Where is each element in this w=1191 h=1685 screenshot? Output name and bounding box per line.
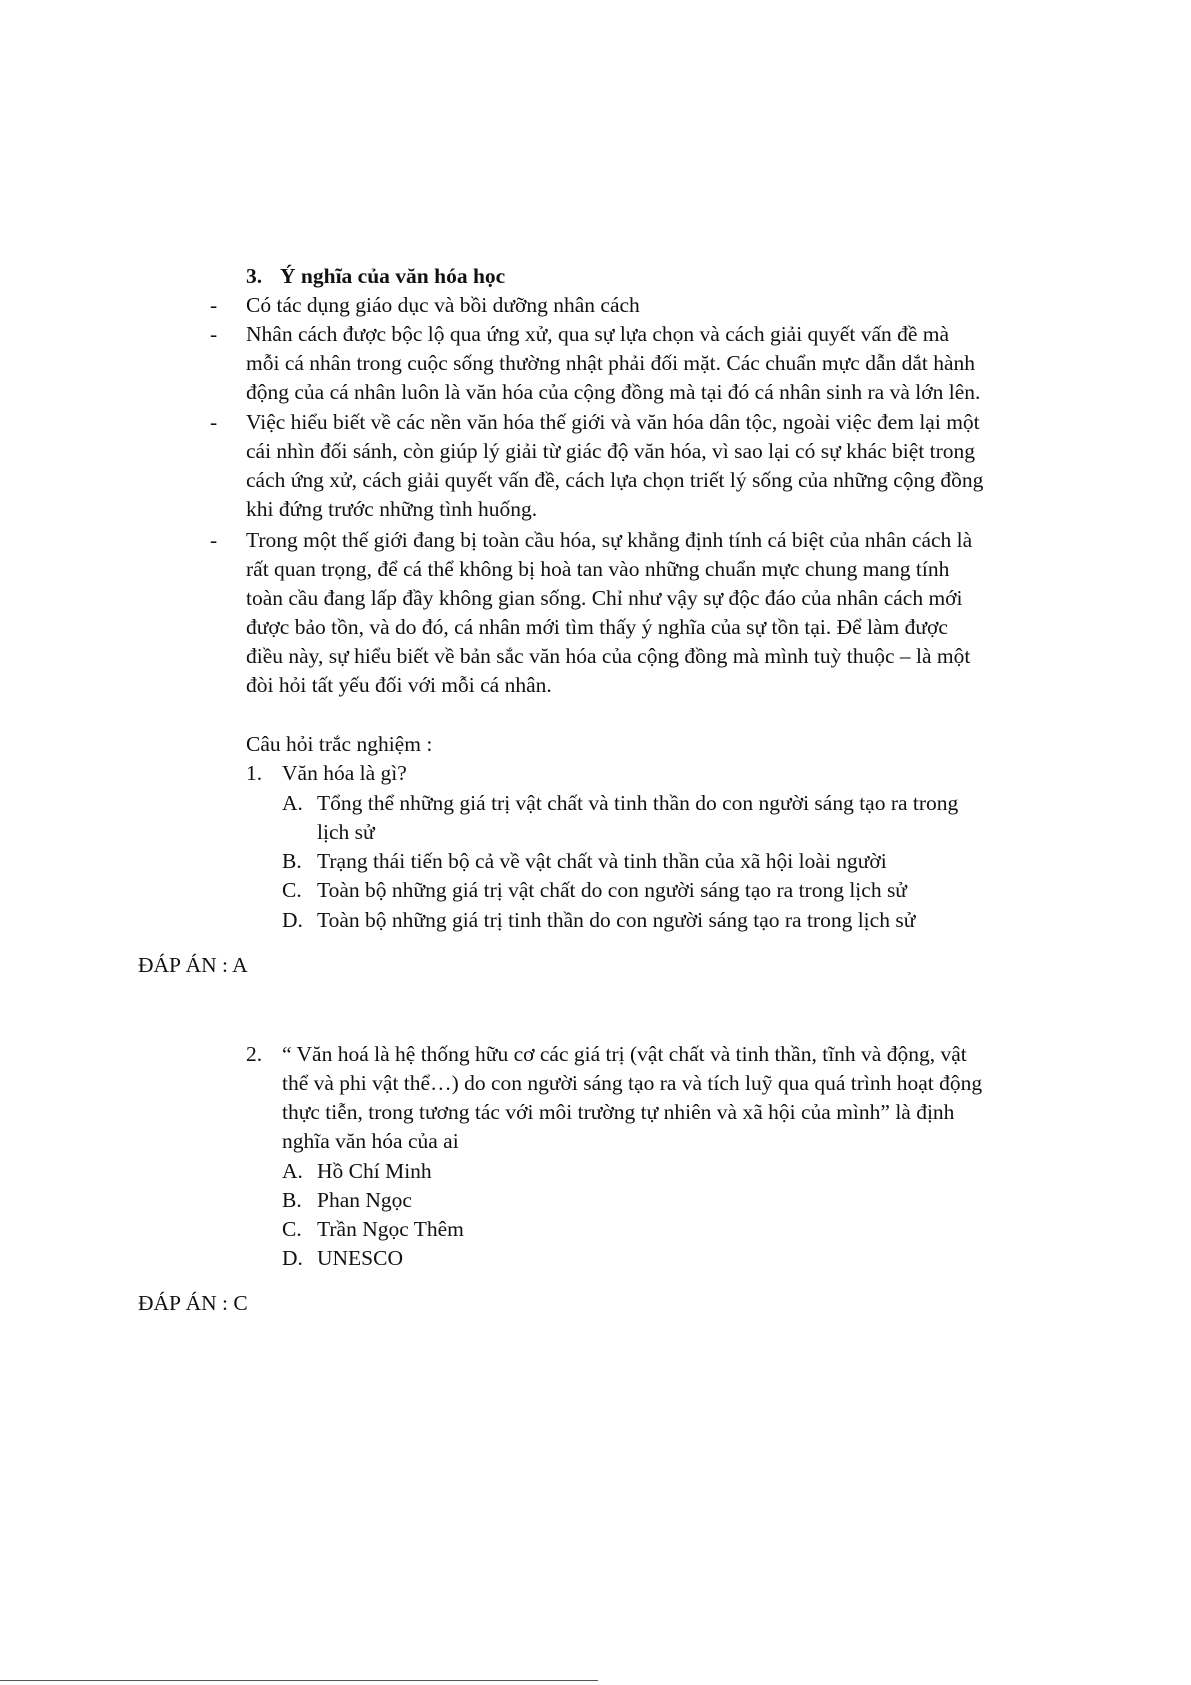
option-letter: D. — [282, 908, 303, 932]
answer-label: ĐÁP ÁN : C — [138, 1291, 248, 1315]
option-text: Toàn bộ những giá trị tinh thần do con người sáng tạo ra trong lịch sử — [317, 908, 916, 932]
option-letter: C. — [282, 878, 302, 902]
section-title: Ý nghĩa của văn hóa học — [280, 264, 506, 288]
bullet-dash: - — [210, 293, 218, 317]
option-text: Hồ Chí Minh — [317, 1159, 432, 1183]
bullet-dash: - — [210, 528, 218, 552]
answer-label: ĐÁP ÁN : A — [138, 953, 248, 977]
bullet-line: rất quan trọng, để cá thể không bị hoà tan vào những chuẩn mực chung mang tính — [246, 557, 950, 581]
footer-rule — [0, 1680, 598, 1681]
bullet-dash: - — [210, 410, 218, 434]
option-text: lịch sử — [317, 820, 375, 844]
bullet-line: được bảo tồn, và do đó, cá nhân mới tìm thấy ý nghĩa của sự tồn tại. Để làm được — [246, 615, 948, 639]
question-text: thực tiễn, trong tương tác với môi trường tự nhiên và xã hội của mình” là định — [282, 1100, 955, 1124]
option-letter: D. — [282, 1246, 303, 1270]
bullet-line: mỗi cá nhân trong cuộc sống thường nhật phải đối mặt. Các chuẩn mực dẫn dắt hành — [246, 351, 976, 375]
bullet-line: khi đứng trước những tình huống. — [246, 497, 538, 521]
option-letter: B. — [282, 849, 302, 873]
option-letter: A. — [282, 1159, 303, 1183]
option-letter: A. — [282, 791, 303, 815]
quiz-heading: Câu hỏi trắc nghiệm : — [246, 732, 433, 756]
question-text: thể và phi vật thể…) do con người sáng tạo ra và tích luỹ qua quá trình hoạt động — [282, 1071, 983, 1095]
bullet-line: cách ứng xử, cách giải quyết vấn đề, cách lựa chọn triết lý sống của những cộng đồng — [246, 468, 984, 492]
option-letter: C. — [282, 1217, 302, 1241]
bullet-dash: - — [210, 322, 218, 346]
bullet-line: động của cá nhân luôn là văn hóa của cộng đồng mà tại đó cá nhân sinh ra và lớn lên. — [246, 380, 981, 404]
question-text: Văn hóa là gì? — [282, 761, 407, 785]
bullet-line: cái nhìn đối sánh, còn giúp lý giải từ giác độ văn hóa, vì sao lại có sự khác biệt trong — [246, 439, 976, 463]
option-text: UNESCO — [317, 1246, 404, 1270]
option-text: Tổng thể những giá trị vật chất và tinh thần do con người sáng tạo ra trong — [317, 791, 959, 815]
section-number: 3. — [246, 264, 263, 288]
bullet-line: Nhân cách được bộc lộ qua ứng xử, qua sự lựa chọn và cách giải quyết vấn đề mà — [246, 322, 950, 346]
bullet-line: Có tác dụng giáo dục và bồi dưỡng nhân cách — [246, 293, 640, 317]
option-text: Trần Ngọc Thêm — [317, 1217, 464, 1241]
bullet-line: Việc hiểu biết về các nền văn hóa thế giới và văn hóa dân tộc, ngoài việc đem lại một — [246, 410, 980, 434]
question-text: nghĩa văn hóa của ai — [282, 1129, 459, 1153]
option-text: Phan Ngọc — [317, 1188, 412, 1212]
question-text: “ Văn hoá là hệ thống hữu cơ các giá trị (vật chất và tinh thần, tĩnh và động, vật — [282, 1042, 967, 1066]
option-text: Toàn bộ những giá trị vật chất do con người sáng tạo ra trong lịch sử — [317, 878, 907, 902]
bullet-line: điều này, sự hiểu biết về bản sắc văn hóa của cộng đồng mà mình tuỳ thuộc – là một — [246, 644, 971, 668]
bullet-line: toàn cầu đang lấp đầy không gian sống. Chỉ như vậy sự độc đáo của nhân cách mới — [246, 586, 963, 610]
bullet-line: đòi hỏi tất yếu đối với mỗi cá nhân. — [246, 673, 552, 697]
question-number: 2. — [246, 1042, 263, 1066]
option-text: Trạng thái tiến bộ cả về vật chất và tinh thần của xã hội loài người — [317, 849, 887, 873]
bullet-line: Trong một thế giới đang bị toàn cầu hóa, sự khẳng định tính cá biệt của nhân cách là — [246, 528, 973, 552]
question-number: 1. — [246, 761, 263, 785]
option-letter: B. — [282, 1188, 302, 1212]
